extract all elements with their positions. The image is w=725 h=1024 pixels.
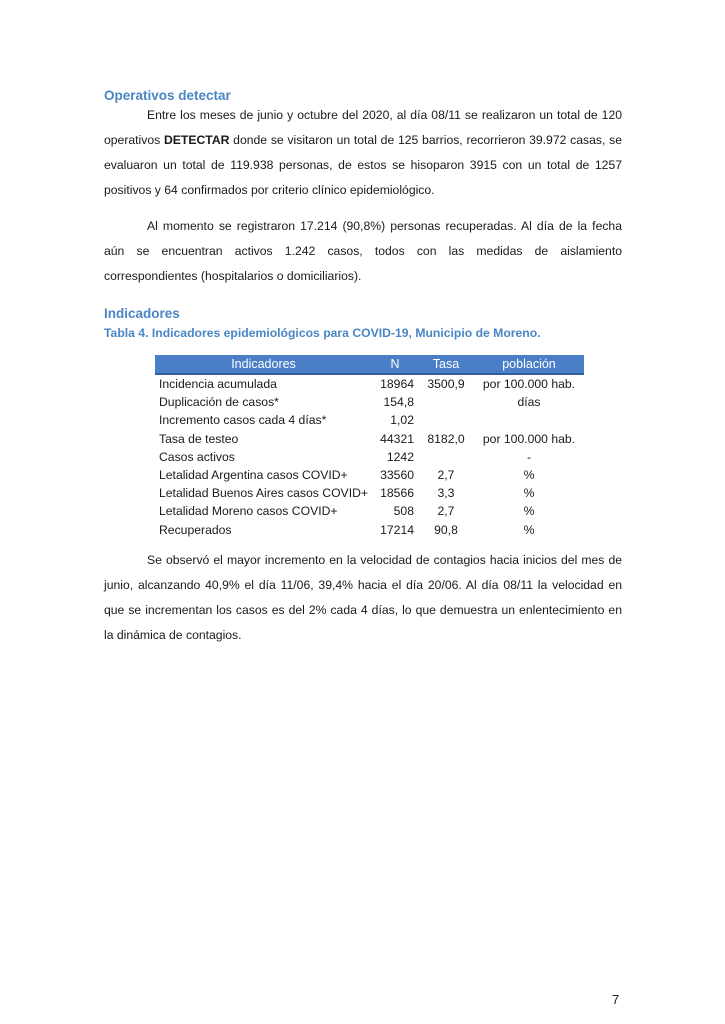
section-heading-operativos: Operativos detectar xyxy=(104,88,231,103)
page-number: 7 xyxy=(612,992,620,1007)
cell-n: 154,8 xyxy=(383,395,414,410)
cell-poblacion: % xyxy=(523,468,535,483)
table-row xyxy=(155,430,584,448)
table-row xyxy=(155,448,584,466)
indicators-table xyxy=(155,355,584,539)
cell-indicator: Casos activos xyxy=(159,449,235,464)
cell-n: 1,02 xyxy=(390,413,414,428)
column-header-tasa: Tasa xyxy=(418,355,474,374)
cell-poblacion: por 100.000 hab. xyxy=(482,377,576,392)
column-header-poblacion: población xyxy=(474,355,584,374)
cell-indicator: Recuperados xyxy=(159,522,232,537)
cell-n: 44321 xyxy=(380,431,414,446)
cell-tasa: 8182,0 xyxy=(427,431,465,446)
paragraph-operativos-bold: DETECTAR xyxy=(163,133,230,147)
cell-tasa: 2,7 xyxy=(437,468,455,483)
cell-poblacion: - xyxy=(526,449,532,464)
table-row xyxy=(155,374,584,393)
cell-indicator: Tasa de testeo xyxy=(159,431,239,446)
column-header-n: N xyxy=(372,355,418,374)
cell-n: 508 xyxy=(393,504,414,519)
paragraph-operativos-part2: donde se visitaron un total de 125 barrios, recorrieron 39.972 casas, se evaluaron un total de 119.938 personas, de estos se hisoparon 3915 con un total de 1257 positivos y 64 confirmados por criterio clínico epidemiológico. xyxy=(104,133,622,197)
paragraph-velocidad-contagios: Se observó el mayor incremento en la velocidad de contagios hacia inicios del mes de junio, alcanzando 40,9% el día 11/06, 39,4% hacia el día 20/06. Al día 08/11 la velocidad en que se incrementan los casos es del 2% cada 4 días, lo que demuestra un enlentecimiento en la dinámica de contagios. xyxy=(104,553,622,642)
cell-n: 17214 xyxy=(380,522,414,537)
cell-indicator: Letalidad Buenos Aires casos COVID+ xyxy=(159,486,368,501)
cell-n: 18964 xyxy=(380,377,414,392)
paragraph-operativos xyxy=(104,103,622,203)
table-row xyxy=(155,411,584,429)
cell-poblacion: por 100.000 hab. xyxy=(482,431,576,446)
table-row xyxy=(155,521,584,539)
cell-indicator: Duplicación de casos* xyxy=(159,395,279,410)
cell-poblacion xyxy=(474,411,584,429)
table-row xyxy=(155,484,584,502)
cell-n: 18566 xyxy=(380,486,414,501)
cell-tasa xyxy=(418,393,474,411)
paragraph-operativos-part1: Entre los meses de junio y octubre del 2020, al día 08/11 se realizaron un total de 120 operativos xyxy=(104,108,622,147)
cell-poblacion: días xyxy=(517,395,541,410)
table-header-row xyxy=(155,355,584,374)
paragraph-recuperados: Al momento se registraron 17.214 (90,8%) personas recuperadas. Al día de la fecha aún se encuentran activos 1.242 casos, todos con las medidas de aislamiento correspondientes (hospitalarios o domiciliarios). xyxy=(104,219,622,283)
table-row xyxy=(155,393,584,411)
cell-tasa xyxy=(418,448,474,466)
cell-n: 1242 xyxy=(386,449,414,464)
section-heading-indicadores: Indicadores xyxy=(104,306,180,321)
cell-tasa: 3500,9 xyxy=(427,377,465,392)
cell-poblacion: % xyxy=(523,486,535,501)
cell-tasa: 2,7 xyxy=(437,504,455,519)
cell-indicator: Incremento casos cada 4 días* xyxy=(159,413,327,428)
cell-n: 33560 xyxy=(380,468,414,483)
cell-indicator: Incidencia acumulada xyxy=(159,377,277,392)
table-row xyxy=(155,466,584,484)
table-caption: Tabla 4. Indicadores epidemiológicos para COVID-19, Municipio de Moreno. xyxy=(104,326,541,340)
table-row xyxy=(155,502,584,520)
cell-indicator: Letalidad Moreno casos COVID+ xyxy=(159,504,338,519)
cell-poblacion: % xyxy=(523,504,535,519)
cell-tasa: 90,8 xyxy=(434,522,458,537)
column-header-indicadores: Indicadores xyxy=(155,355,372,374)
cell-indicator: Letalidad Argentina casos COVID+ xyxy=(159,468,348,483)
cell-tasa xyxy=(418,411,474,429)
cell-poblacion: % xyxy=(523,522,535,537)
cell-tasa: 3,3 xyxy=(437,486,455,501)
